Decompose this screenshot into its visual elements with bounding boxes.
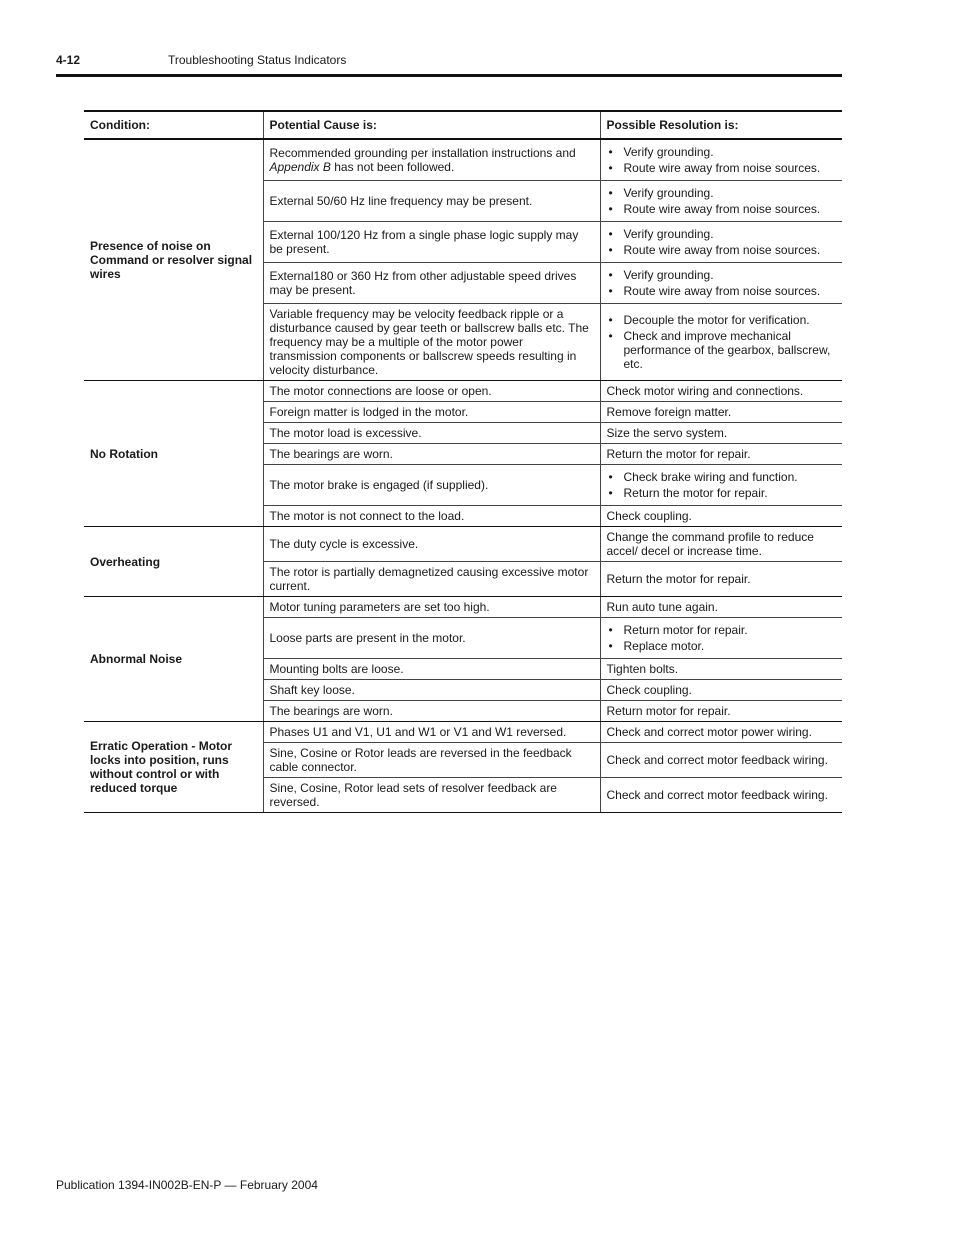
resolution-list	[607, 145, 837, 175]
resolution-cell	[600, 465, 842, 506]
resolution-text: Return the motor for repair.	[623, 486, 768, 500]
bullet-icon: •	[608, 284, 613, 298]
cause-cell: External 50/60 Hz line frequency may be present.	[263, 181, 600, 222]
condition-cell: Abnormal Noise	[84, 597, 263, 722]
table-header-row	[84, 111, 842, 139]
resolution-list-item	[607, 486, 837, 500]
resolution-text: Return motor for repair.	[623, 623, 748, 637]
cause-cell: Foreign matter is lodged in the motor.	[263, 402, 600, 423]
table-row	[84, 381, 842, 402]
cause-cell	[263, 139, 600, 181]
resolution-list-item	[607, 145, 837, 159]
cause-cell: The rotor is partially demagnetized causing excessive motor current.	[263, 562, 600, 597]
bullet-icon: •	[608, 329, 613, 343]
resolution-text: Verify grounding.	[623, 268, 714, 282]
resolution-cell	[600, 304, 842, 381]
resolution-cell: Check coupling.	[600, 680, 842, 701]
bullet-icon: •	[608, 313, 613, 327]
publication-footer: Publication 1394-IN002B-EN-P — February 2004	[56, 1178, 318, 1192]
bullet-icon: •	[608, 243, 613, 257]
resolution-cell: Size the servo system.	[600, 423, 842, 444]
resolution-list	[607, 623, 837, 653]
cause-cell: Sine, Cosine or Rotor leads are reversed in the feedback cable connector.	[263, 743, 600, 778]
resolution-list	[607, 186, 837, 216]
resolution-cell: Check and correct motor feedback wiring.	[600, 743, 842, 778]
header-rule	[56, 74, 842, 77]
resolution-text: Verify grounding.	[623, 227, 714, 241]
bullet-icon: •	[608, 227, 613, 241]
cause-cell: Sine, Cosine, Rotor lead sets of resolver feedback are reversed.	[263, 778, 600, 813]
bullet-icon: •	[608, 186, 613, 200]
condition-cell: Overheating	[84, 527, 263, 597]
cause-cell: Shaft key loose.	[263, 680, 600, 701]
cause-cell: Motor tuning parameters are set too high.	[263, 597, 600, 618]
resolution-list	[607, 313, 837, 371]
resolution-list-item	[607, 202, 837, 216]
resolution-cell: Remove foreign matter.	[600, 402, 842, 423]
condition-cell: Presence of noise on Command or resolver signal wires	[84, 139, 263, 381]
cause-cell: External180 or 360 Hz from other adjustable speed drives may be present.	[263, 263, 600, 304]
cause-cell: Loose parts are present in the motor.	[263, 618, 600, 659]
bullet-icon: •	[608, 486, 613, 500]
resolution-text: Verify grounding.	[623, 186, 714, 200]
resolution-cell: Return motor for repair.	[600, 701, 842, 722]
cause-text-tail: has not been followed.	[330, 160, 455, 174]
resolution-cell: Run auto tune again.	[600, 597, 842, 618]
resolution-list-item	[607, 284, 837, 298]
troubleshooting-table	[84, 110, 842, 813]
resolution-list-item	[607, 639, 837, 653]
page-number: 4-12	[56, 53, 81, 67]
resolution-list-item	[607, 329, 837, 371]
resolution-text: Decouple the motor for verification.	[623, 313, 810, 327]
cause-cell: Variable frequency may be velocity feedback ripple or a disturbance caused by gear teeth or ballscrew balls etc. The frequency may be a multiple of the motor power transmission components or ballscrew speeds resulting in velocity disturbance.	[263, 304, 600, 381]
resolution-text: Replace motor.	[623, 639, 705, 653]
bullet-icon: •	[608, 470, 613, 484]
resolution-cell	[600, 181, 842, 222]
resolution-cell	[600, 222, 842, 263]
cause-cell: The motor is not connect to the load.	[263, 506, 600, 527]
resolution-text: Check and improve mechanical performance of the gearbox, ballscrew, etc.	[623, 329, 831, 371]
resolution-cell: Check and correct motor feedback wiring.	[600, 778, 842, 813]
resolution-cell	[600, 139, 842, 181]
cause-reference: Appendix B	[269, 160, 331, 174]
resolution-text: Verify grounding.	[623, 145, 714, 159]
resolution-text: Route wire away from noise sources.	[623, 202, 821, 216]
resolution-cell: Return the motor for repair.	[600, 444, 842, 465]
table-row	[84, 597, 842, 618]
column-header-resolution: Possible Resolution is:	[600, 111, 842, 139]
condition-cell: Erratic Operation - Motor locks into position, runs without control or with reduced torque	[84, 722, 263, 813]
column-header-cause: Potential Cause is:	[263, 111, 600, 139]
cause-text: Recommended grounding per installation instructions and	[269, 146, 576, 160]
resolution-list-item	[607, 243, 837, 257]
table-row	[84, 722, 842, 743]
cause-cell: Mounting bolts are loose.	[263, 659, 600, 680]
resolution-list-item	[607, 186, 837, 200]
resolution-cell: Return the motor for repair.	[600, 562, 842, 597]
resolution-list	[607, 227, 837, 257]
resolution-cell: Check motor wiring and connections.	[600, 381, 842, 402]
table-body	[84, 139, 842, 813]
resolution-cell	[600, 263, 842, 304]
cause-cell: External 100/120 Hz from a single phase logic supply may be present.	[263, 222, 600, 263]
cause-cell: The bearings are worn.	[263, 444, 600, 465]
resolution-cell: Check and correct motor power wiring.	[600, 722, 842, 743]
cause-cell: The bearings are worn.	[263, 701, 600, 722]
column-header-condition: Condition:	[84, 111, 263, 139]
bullet-icon: •	[608, 145, 613, 159]
cause-cell: Phases U1 and V1, U1 and W1 or V1 and W1 reversed.	[263, 722, 600, 743]
bullet-icon: •	[608, 161, 613, 175]
resolution-list-item	[607, 313, 837, 327]
bullet-icon: •	[608, 202, 613, 216]
resolution-cell: Check coupling.	[600, 506, 842, 527]
resolution-list	[607, 268, 837, 298]
table-row	[84, 139, 842, 181]
cause-cell: The motor brake is engaged (if supplied).	[263, 465, 600, 506]
cause-cell: The motor load is excessive.	[263, 423, 600, 444]
bullet-icon: •	[608, 639, 613, 653]
resolution-cell	[600, 618, 842, 659]
resolution-cell: Tighten bolts.	[600, 659, 842, 680]
resolution-text: Route wire away from noise sources.	[623, 243, 821, 257]
section-title: Troubleshooting Status Indicators	[168, 53, 347, 67]
resolution-list-item	[607, 227, 837, 241]
bullet-icon: •	[608, 268, 613, 282]
resolution-list-item	[607, 268, 837, 282]
resolution-text: Route wire away from noise sources.	[623, 161, 821, 175]
resolution-text: Route wire away from noise sources.	[623, 284, 821, 298]
cause-cell: The duty cycle is excessive.	[263, 527, 600, 562]
condition-cell: No Rotation	[84, 381, 263, 527]
resolution-list-item	[607, 623, 837, 637]
table-row	[84, 527, 842, 562]
resolution-text: Check brake wiring and function.	[623, 470, 798, 484]
bullet-icon: •	[608, 623, 613, 637]
resolution-cell: Change the command profile to reduce accel/ decel or increase time.	[600, 527, 842, 562]
resolution-list-item	[607, 161, 837, 175]
resolution-list-item	[607, 470, 837, 484]
resolution-list	[607, 470, 837, 500]
cause-cell: The motor connections are loose or open.	[263, 381, 600, 402]
